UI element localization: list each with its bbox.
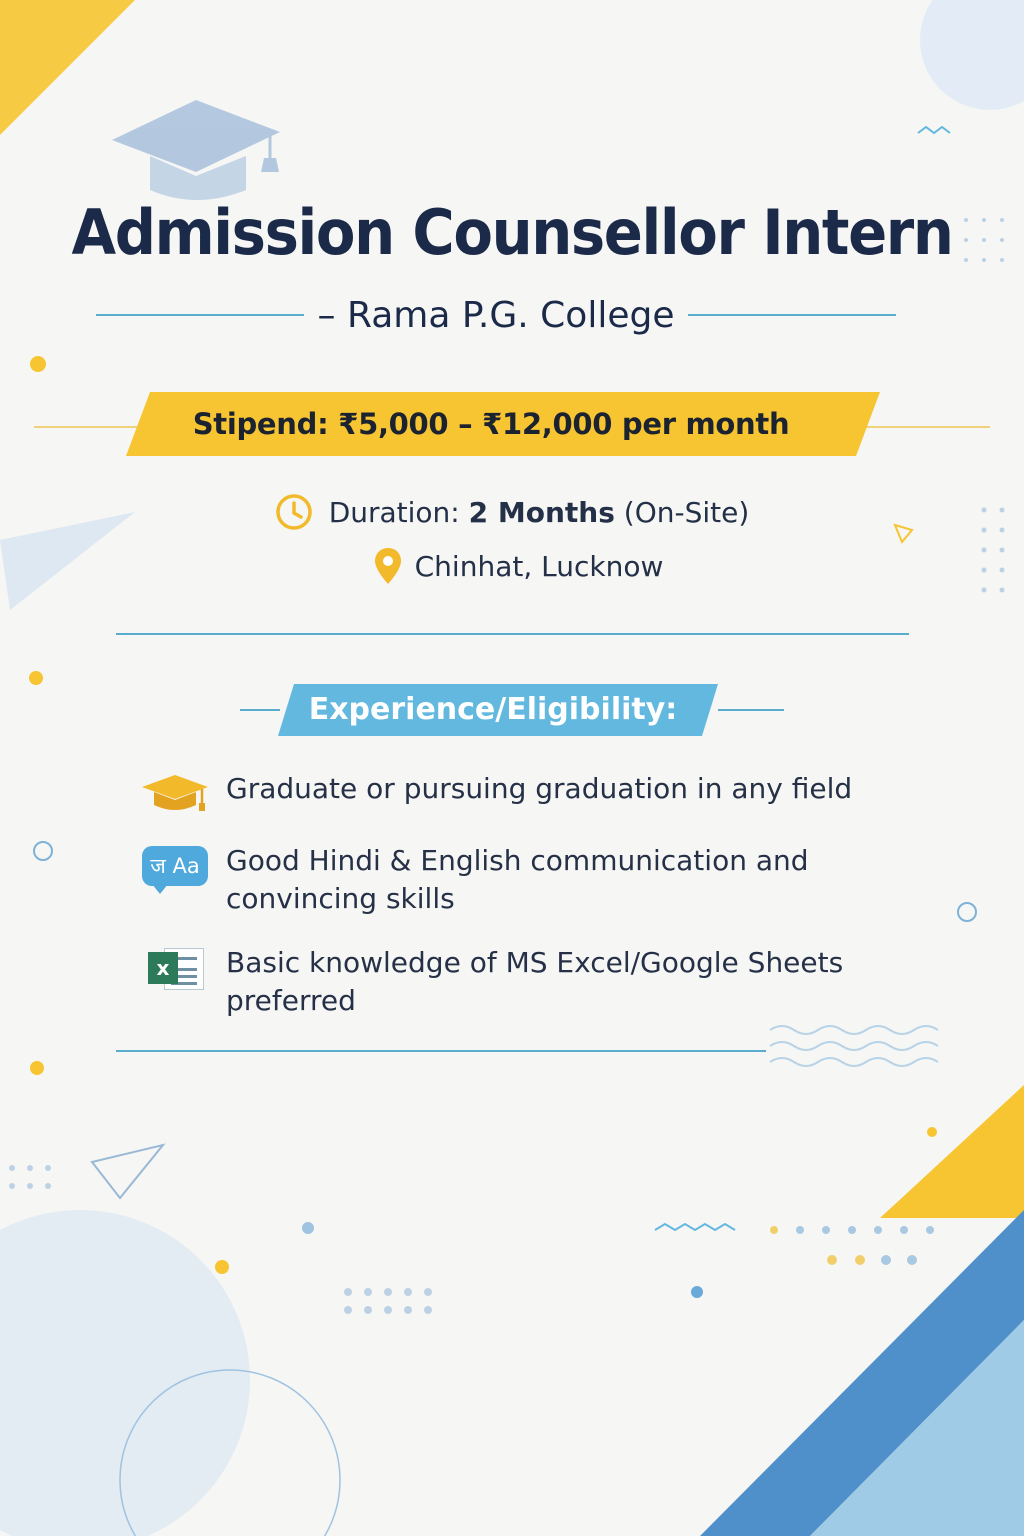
poster-title: Admission Counsellor Intern — [71, 196, 953, 269]
location-line — [0, 546, 1024, 586]
college-subtitle: – Rama P.G. College — [317, 294, 675, 336]
duration-value: 2 Months — [468, 495, 615, 529]
duration-line — [0, 492, 1024, 532]
eligibility-heading-row — [240, 684, 784, 736]
spreadsheet-icon-badge: x — [148, 952, 178, 984]
eligibility-text-graduation: Graduate or pursuing graduation in any field — [226, 772, 853, 805]
mortarboard-decoration — [112, 100, 280, 200]
eligibility-text-language: Good Hindi & English communication and convincing skills — [226, 844, 809, 915]
subtitle-rule-right — [688, 314, 896, 316]
spreadsheet-icon-wrap — [140, 944, 210, 992]
language-icon — [142, 846, 208, 886]
map-pin-icon — [373, 546, 403, 586]
subtitle-rule-left — [96, 314, 304, 316]
subtitle-row — [96, 290, 896, 340]
heading-rule-left — [240, 709, 280, 711]
language-icon-text: ज Aa — [150, 854, 200, 878]
speech-bubble-tail — [152, 884, 168, 894]
eligibility-heading: Experience/Eligibility: — [308, 692, 678, 727]
section-divider-bottom — [116, 1050, 766, 1052]
heading-rule-right — [718, 709, 784, 711]
duration-suffix: (On-Site) — [623, 495, 750, 529]
stipend-rule-right — [864, 426, 990, 428]
clock-icon — [275, 493, 313, 531]
section-divider-top — [116, 633, 909, 635]
location-text: Chinhat, Lucknow — [414, 549, 664, 583]
language-icon-wrap — [140, 842, 210, 890]
spreadsheet-icon — [146, 946, 204, 990]
duration-label: Duration: — [328, 495, 460, 529]
graduation-cap-icon — [140, 771, 210, 817]
graduation-cap-icon-wrap — [140, 770, 210, 818]
eligibility-item-graduation — [140, 770, 930, 818]
eligibility-item-language — [140, 842, 930, 918]
eligibility-text-spreadsheet: Basic knowledge of MS Excel/Google Sheets preferred — [226, 946, 844, 1017]
eligibility-item-spreadsheet — [140, 944, 930, 1020]
stipend-text: Stipend: ₹5,000 – ₹12,000 per month — [192, 407, 790, 441]
